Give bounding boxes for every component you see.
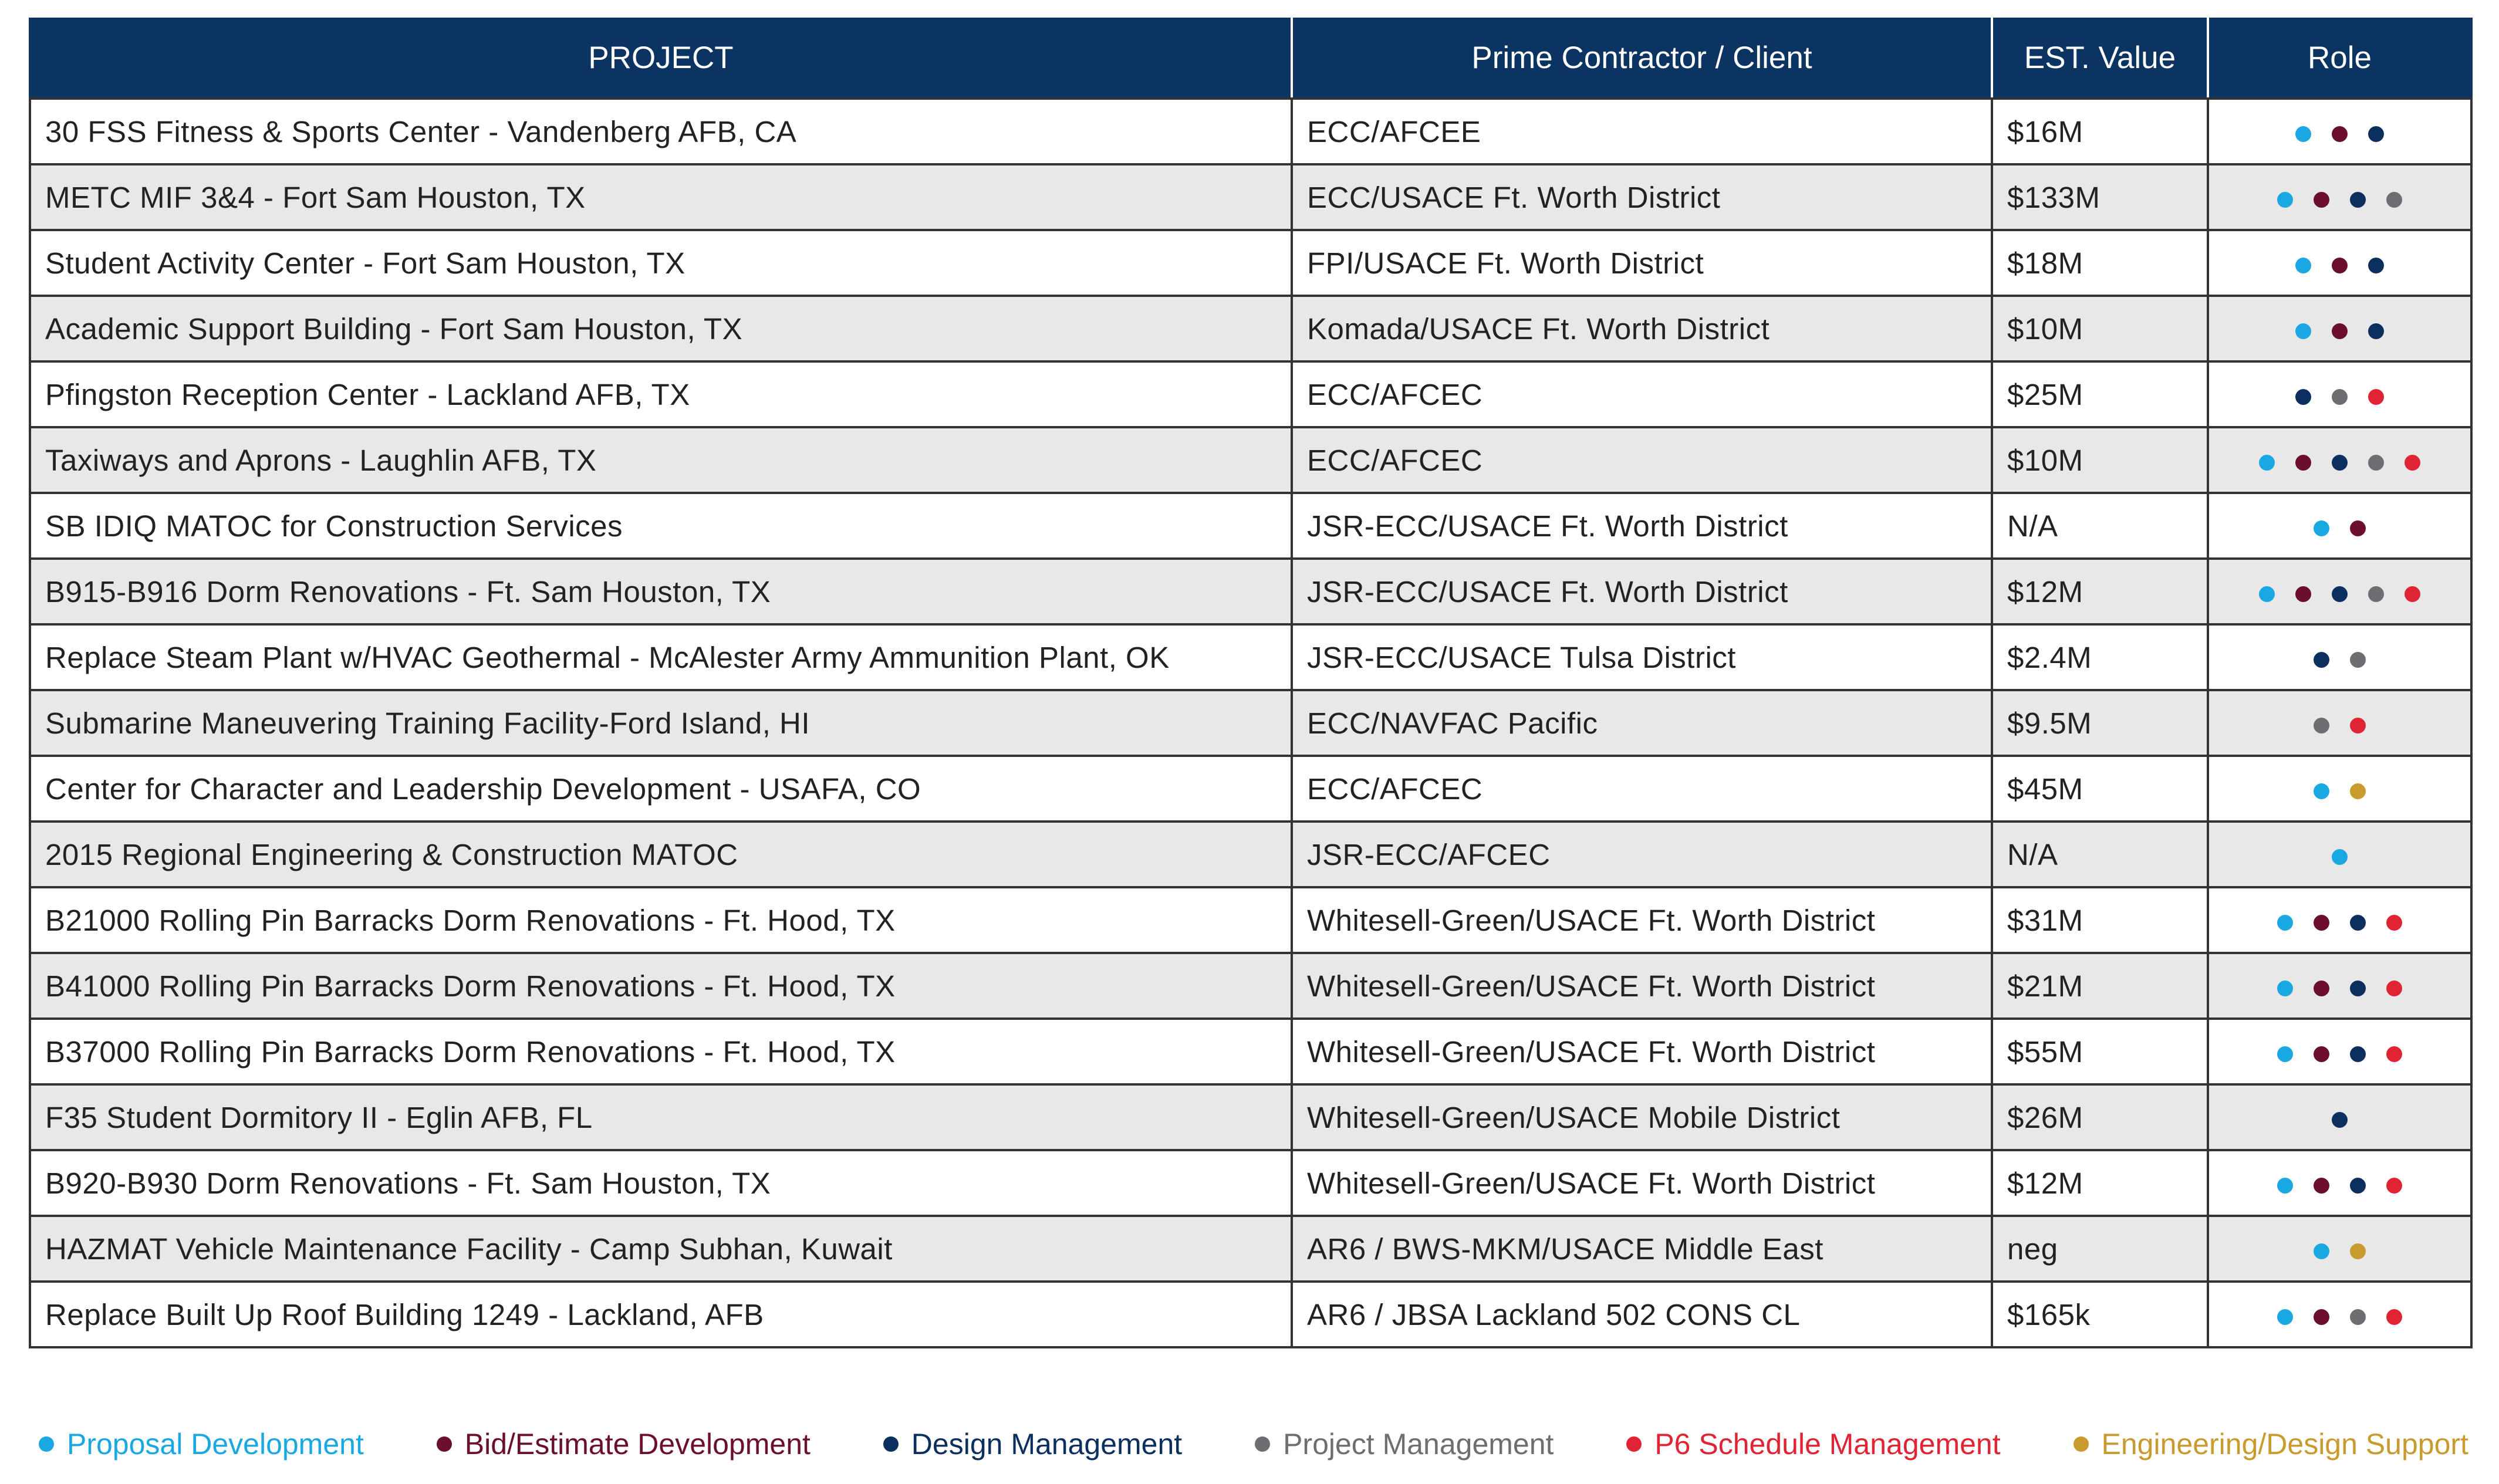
role-dots bbox=[2314, 520, 2366, 536]
bid-dot-icon bbox=[2295, 455, 2311, 471]
legend-label: Design Management bbox=[911, 1428, 1183, 1461]
prime-contractor-cell: JSR-ECC/USACE Ft. Worth District bbox=[1292, 559, 1992, 624]
project-cell: HAZMAT Vehicle Maintenance Facility - Camp Subhan, Kuwait bbox=[30, 1216, 1292, 1282]
est-value-cell: $45M bbox=[1992, 756, 2208, 822]
est-value-cell: $133M bbox=[1992, 164, 2208, 230]
p6-dot-icon bbox=[2350, 718, 2366, 733]
project-cell: Pfingston Reception Center - Lackland AFB, TX bbox=[30, 361, 1292, 427]
table-row bbox=[30, 1019, 2471, 1084]
role-dots bbox=[2295, 323, 2384, 339]
table-body bbox=[30, 99, 2471, 1347]
prime-contractor-cell: ECC/NAVFAC Pacific bbox=[1292, 690, 1992, 756]
bid-dot-icon bbox=[2314, 192, 2329, 208]
est-value-cell: $10M bbox=[1992, 427, 2208, 493]
role-cell bbox=[2208, 822, 2471, 887]
project-cell: B41000 Rolling Pin Barracks Dorm Renovations - Ft. Hood, TX bbox=[30, 953, 1292, 1019]
role-cell bbox=[2208, 99, 2471, 164]
header-prime-contractor: Prime Contractor / Client bbox=[1292, 18, 1992, 99]
est-value-cell: N/A bbox=[1992, 822, 2208, 887]
est-value-cell: neg bbox=[1992, 1216, 2208, 1282]
legend-item-bid bbox=[437, 1427, 811, 1461]
proposal-dot-icon bbox=[2259, 455, 2275, 471]
est-value-cell: $12M bbox=[1992, 1150, 2208, 1216]
project-cell: Taxiways and Aprons - Laughlin AFB, TX bbox=[30, 427, 1292, 493]
role-cell bbox=[2208, 756, 2471, 822]
legend-item-project bbox=[1255, 1427, 1554, 1461]
project-cell: 30 FSS Fitness & Sports Center - Vandenberg AFB, CA bbox=[30, 99, 1292, 164]
project-dot-icon bbox=[2368, 586, 2384, 602]
bid-dot-icon bbox=[2332, 126, 2348, 142]
prime-contractor-cell: Whitesell-Green/USACE Ft. Worth District bbox=[1292, 1150, 1992, 1216]
bid-dot-icon bbox=[2314, 915, 2329, 931]
projects-table-container bbox=[29, 18, 2470, 1348]
role-cell bbox=[2208, 559, 2471, 624]
table-row bbox=[30, 493, 2471, 559]
project-dot-icon bbox=[2350, 1309, 2366, 1325]
role-cell bbox=[2208, 164, 2471, 230]
proposal-dot-icon bbox=[2277, 915, 2293, 931]
table-row bbox=[30, 164, 2471, 230]
table-row bbox=[30, 756, 2471, 822]
est-value-cell: N/A bbox=[1992, 493, 2208, 559]
est-value-cell: $16M bbox=[1992, 99, 2208, 164]
design-dot-icon bbox=[2350, 1178, 2366, 1194]
prime-contractor-cell: ECC/AFCEC bbox=[1292, 427, 1992, 493]
bid-dot-icon bbox=[2295, 586, 2311, 602]
p6-dot-icon bbox=[2386, 915, 2402, 931]
est-value-cell: $12M bbox=[1992, 559, 2208, 624]
role-cell bbox=[2208, 953, 2471, 1019]
est-value-cell: $26M bbox=[1992, 1084, 2208, 1150]
table-row bbox=[30, 690, 2471, 756]
design-dot-icon bbox=[2332, 455, 2348, 471]
prime-contractor-cell: ECC/AFCEC bbox=[1292, 756, 1992, 822]
prime-contractor-cell: Whitesell-Green/USACE Ft. Worth District bbox=[1292, 887, 1992, 953]
role-dots bbox=[2277, 1178, 2402, 1194]
table-row bbox=[30, 296, 2471, 361]
design-dot-icon bbox=[2350, 981, 2366, 996]
legend-label: Bid/Estimate Development bbox=[464, 1428, 811, 1461]
legend-item-engineering bbox=[2074, 1427, 2468, 1461]
header-est-value: EST. Value bbox=[1992, 18, 2208, 99]
design-dot-icon bbox=[2368, 126, 2384, 142]
project-cell: F35 Student Dormitory II - Eglin AFB, FL bbox=[30, 1084, 1292, 1150]
design-dot-icon bbox=[883, 1436, 899, 1452]
role-cell bbox=[2208, 624, 2471, 690]
design-dot-icon bbox=[2350, 1046, 2366, 1062]
proposal-dot-icon bbox=[2295, 323, 2311, 339]
role-legend bbox=[39, 1427, 2468, 1461]
table-row bbox=[30, 427, 2471, 493]
table-row bbox=[30, 822, 2471, 887]
proposal-dot-icon bbox=[2277, 192, 2293, 208]
p6-dot-icon bbox=[1626, 1436, 1642, 1452]
design-dot-icon bbox=[2295, 389, 2311, 405]
role-cell bbox=[2208, 1084, 2471, 1150]
header-role: Role bbox=[2208, 18, 2471, 99]
role-cell bbox=[2208, 1216, 2471, 1282]
role-dots bbox=[2295, 389, 2384, 405]
table-row bbox=[30, 1216, 2471, 1282]
est-value-cell: $2.4M bbox=[1992, 624, 2208, 690]
table-row bbox=[30, 99, 2471, 164]
project-dot-icon bbox=[2332, 389, 2348, 405]
p6-dot-icon bbox=[2386, 1046, 2402, 1062]
design-dot-icon bbox=[2350, 192, 2366, 208]
role-dots bbox=[2277, 915, 2402, 931]
project-cell: B920-B930 Dorm Renovations - Ft. Sam Houston, TX bbox=[30, 1150, 1292, 1216]
role-cell bbox=[2208, 296, 2471, 361]
legend-item-proposal bbox=[39, 1427, 364, 1461]
legend-label: Proposal Development bbox=[67, 1428, 364, 1461]
est-value-cell: $9.5M bbox=[1992, 690, 2208, 756]
role-dots bbox=[2295, 258, 2384, 273]
prime-contractor-cell: ECC/USACE Ft. Worth District bbox=[1292, 164, 1992, 230]
role-cell bbox=[2208, 230, 2471, 296]
role-dots bbox=[2295, 126, 2384, 142]
role-dots bbox=[2332, 849, 2348, 865]
bid-dot-icon bbox=[2350, 520, 2366, 536]
prime-contractor-cell: Whitesell-Green/USACE Ft. Worth District bbox=[1292, 953, 1992, 1019]
bid-dot-icon bbox=[437, 1436, 452, 1452]
role-cell bbox=[2208, 1150, 2471, 1216]
p6-dot-icon bbox=[2386, 1178, 2402, 1194]
project-cell: Replace Built Up Roof Building 1249 - Lackland, AFB bbox=[30, 1282, 1292, 1347]
project-cell: B21000 Rolling Pin Barracks Dorm Renovations - Ft. Hood, TX bbox=[30, 887, 1292, 953]
role-dots bbox=[2314, 718, 2366, 733]
design-dot-icon bbox=[2368, 258, 2384, 273]
role-dots bbox=[2259, 586, 2420, 602]
proposal-dot-icon bbox=[2295, 126, 2311, 142]
legend-label: Project Management bbox=[1283, 1428, 1554, 1461]
design-dot-icon bbox=[2350, 915, 2366, 931]
role-dots bbox=[2277, 1046, 2402, 1062]
proposal-dot-icon bbox=[2332, 849, 2348, 865]
bid-dot-icon bbox=[2314, 981, 2329, 996]
proposal-dot-icon bbox=[2277, 1178, 2293, 1194]
p6-dot-icon bbox=[2386, 981, 2402, 996]
legend-item-p6 bbox=[1626, 1427, 2000, 1461]
role-cell bbox=[2208, 1282, 2471, 1347]
prime-contractor-cell: ECC/AFCEE bbox=[1292, 99, 1992, 164]
proposal-dot-icon bbox=[2259, 586, 2275, 602]
project-dot-icon bbox=[2350, 652, 2366, 668]
prime-contractor-cell: Whitesell-Green/USACE Mobile District bbox=[1292, 1084, 1992, 1150]
prime-contractor-cell: AR6 / JBSA Lackland 502 CONS CL bbox=[1292, 1282, 1992, 1347]
est-value-cell: $25M bbox=[1992, 361, 2208, 427]
prime-contractor-cell: JSR-ECC/AFCEC bbox=[1292, 822, 1992, 887]
project-cell: Academic Support Building - Fort Sam Houston, TX bbox=[30, 296, 1292, 361]
role-cell bbox=[2208, 427, 2471, 493]
prime-contractor-cell: FPI/USACE Ft. Worth District bbox=[1292, 230, 1992, 296]
design-dot-icon bbox=[2332, 586, 2348, 602]
project-cell: Center for Character and Leadership Development - USAFA, CO bbox=[30, 756, 1292, 822]
project-dot-icon bbox=[2314, 718, 2329, 733]
table-row bbox=[30, 624, 2471, 690]
bid-dot-icon bbox=[2314, 1178, 2329, 1194]
proposal-dot-icon bbox=[39, 1436, 54, 1452]
bid-dot-icon bbox=[2314, 1309, 2329, 1325]
role-dots bbox=[2314, 1243, 2366, 1259]
table-header bbox=[30, 18, 2471, 99]
bid-dot-icon bbox=[2332, 258, 2348, 273]
project-cell: 2015 Regional Engineering & Construction MATOC bbox=[30, 822, 1292, 887]
role-cell bbox=[2208, 493, 2471, 559]
table-row bbox=[30, 1150, 2471, 1216]
est-value-cell: $55M bbox=[1992, 1019, 2208, 1084]
role-dots bbox=[2277, 981, 2402, 996]
prime-contractor-cell: JSR-ECC/USACE Tulsa District bbox=[1292, 624, 1992, 690]
proposal-dot-icon bbox=[2314, 783, 2329, 799]
table-row bbox=[30, 953, 2471, 1019]
project-cell: METC MIF 3&4 - Fort Sam Houston, TX bbox=[30, 164, 1292, 230]
design-dot-icon bbox=[2314, 652, 2329, 668]
role-dots bbox=[2277, 1309, 2402, 1325]
bid-dot-icon bbox=[2332, 323, 2348, 339]
est-value-cell: $10M bbox=[1992, 296, 2208, 361]
project-dot-icon bbox=[2368, 455, 2384, 471]
est-value-cell: $31M bbox=[1992, 887, 2208, 953]
engineering-dot-icon bbox=[2350, 783, 2366, 799]
project-cell: B915-B916 Dorm Renovations - Ft. Sam Houston, TX bbox=[30, 559, 1292, 624]
prime-contractor-cell: JSR-ECC/USACE Ft. Worth District bbox=[1292, 493, 1992, 559]
engineering-dot-icon bbox=[2074, 1436, 2089, 1452]
bid-dot-icon bbox=[2314, 1046, 2329, 1062]
role-cell bbox=[2208, 887, 2471, 953]
proposal-dot-icon bbox=[2314, 520, 2329, 536]
prime-contractor-cell: Komada/USACE Ft. Worth District bbox=[1292, 296, 1992, 361]
est-value-cell: $18M bbox=[1992, 230, 2208, 296]
proposal-dot-icon bbox=[2277, 1309, 2293, 1325]
project-dot-icon bbox=[1255, 1436, 1270, 1452]
p6-dot-icon bbox=[2386, 1309, 2402, 1325]
est-value-cell: $21M bbox=[1992, 953, 2208, 1019]
table-row bbox=[30, 230, 2471, 296]
design-dot-icon bbox=[2332, 1112, 2348, 1128]
role-cell bbox=[2208, 690, 2471, 756]
proposal-dot-icon bbox=[2277, 1046, 2293, 1062]
prime-contractor-cell: ECC/AFCEC bbox=[1292, 361, 1992, 427]
role-dots bbox=[2332, 1112, 2348, 1128]
legend-label: P6 Schedule Management bbox=[1654, 1428, 2001, 1461]
table-row bbox=[30, 1084, 2471, 1150]
role-dots bbox=[2314, 783, 2366, 799]
role-cell bbox=[2208, 1019, 2471, 1084]
design-dot-icon bbox=[2368, 323, 2384, 339]
role-dots bbox=[2277, 192, 2402, 208]
project-cell: Student Activity Center - Fort Sam Houston, TX bbox=[30, 230, 1292, 296]
proposal-dot-icon bbox=[2277, 981, 2293, 996]
p6-dot-icon bbox=[2405, 455, 2420, 471]
projects-table bbox=[29, 18, 2473, 1348]
project-cell: Submarine Maneuvering Training Facility-Ford Island, HI bbox=[30, 690, 1292, 756]
table-row bbox=[30, 559, 2471, 624]
header-project: PROJECT bbox=[30, 18, 1292, 99]
role-dots bbox=[2259, 455, 2420, 471]
est-value-cell: $165k bbox=[1992, 1282, 2208, 1347]
project-dot-icon bbox=[2386, 192, 2402, 208]
role-cell bbox=[2208, 361, 2471, 427]
project-cell: B37000 Rolling Pin Barracks Dorm Renovations - Ft. Hood, TX bbox=[30, 1019, 1292, 1084]
p6-dot-icon bbox=[2405, 586, 2420, 602]
prime-contractor-cell: AR6 / BWS-MKM/USACE Middle East bbox=[1292, 1216, 1992, 1282]
engineering-dot-icon bbox=[2350, 1243, 2366, 1259]
role-dots bbox=[2314, 652, 2366, 668]
table-row bbox=[30, 887, 2471, 953]
project-cell: SB IDIQ MATOC for Construction Services bbox=[30, 493, 1292, 559]
table-row bbox=[30, 361, 2471, 427]
p6-dot-icon bbox=[2368, 389, 2384, 405]
header-row bbox=[30, 18, 2471, 99]
project-cell: Replace Steam Plant w/HVAC Geothermal - McAlester Army Ammunition Plant, OK bbox=[30, 624, 1292, 690]
proposal-dot-icon bbox=[2295, 258, 2311, 273]
legend-item-design bbox=[883, 1427, 1182, 1461]
proposal-dot-icon bbox=[2314, 1243, 2329, 1259]
table-row bbox=[30, 1282, 2471, 1347]
legend-label: Engineering/Design Support bbox=[2101, 1428, 2468, 1461]
prime-contractor-cell: Whitesell-Green/USACE Ft. Worth District bbox=[1292, 1019, 1992, 1084]
